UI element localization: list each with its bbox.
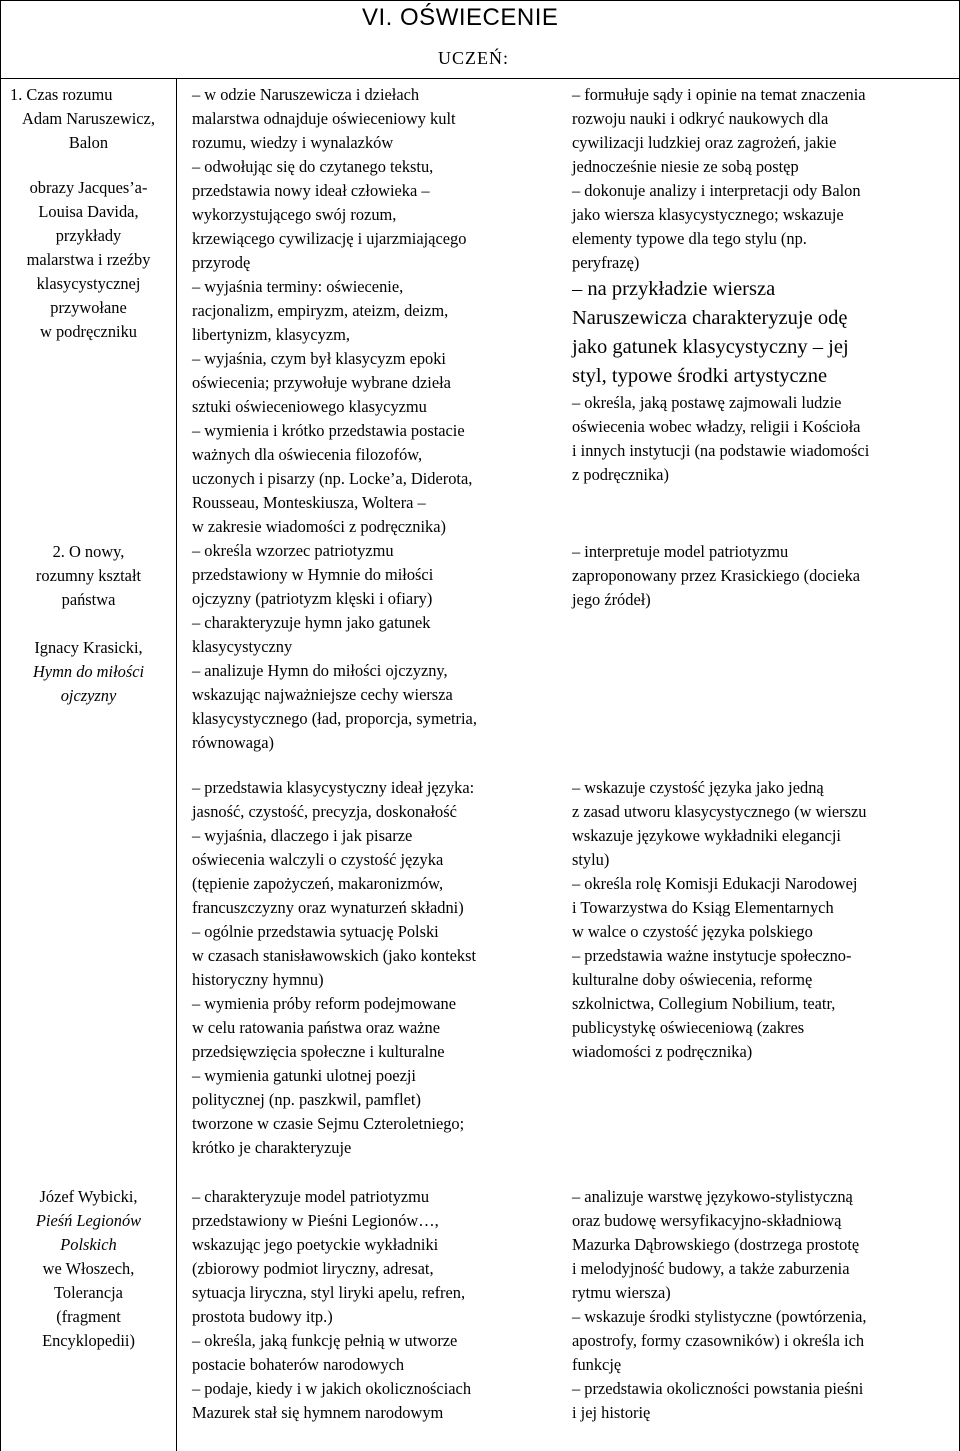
topic-line: Adam Naruszewicz, [22, 109, 155, 128]
topic-line: państwa [61, 590, 116, 609]
topic-line: 2. O nowy, [52, 542, 125, 561]
topic-line: Encyklopedii) [42, 1331, 135, 1350]
extended-line: Mazurka Dąbrowskiego (dostrzega prostotę [572, 1235, 860, 1254]
requirement-line: sytuacja liryczna, styl liryki apelu, refren, [192, 1283, 466, 1302]
header-bottom-border [0, 78, 960, 79]
requirement-line: przedstawiony w Hymnie do miłości [192, 565, 434, 584]
requirement-line: wskazując jego poetyckie wykładniki [192, 1235, 439, 1254]
requirement-line: klasycystyczny [192, 637, 293, 656]
requirement-line: uczonych i pisarzy (np. Locke’a, Diderota, [192, 469, 473, 488]
requirement-line: jasność, czystość, precyzja, doskonałość [192, 802, 457, 821]
column-divider-1 [176, 78, 177, 1451]
topic-line: we Włoszech, [42, 1259, 135, 1278]
extended-line-large: styl, typowe środki artystyczne [572, 365, 828, 387]
topic-line: ojczyzny [60, 686, 117, 705]
requirement-line: (tępienie zapożyczeń, makaronizmów, [192, 874, 444, 893]
extended-line: – wskazuje czystość języka jako jedną [572, 778, 824, 797]
extended-line: funkcję [572, 1355, 622, 1374]
extended-line: kulturalne doby oświecenia, reformę [572, 970, 813, 989]
topic-block-1 [6, 83, 171, 344]
extended-line: oraz budowę wersyfikacyjno-składniową [572, 1211, 842, 1230]
table-left-border [0, 0, 1, 1451]
requirement-line: przedstawiony w Pieśni Legionów…, [192, 1211, 439, 1230]
requirement-line: – przedstawia klasycystyczny ideał języka: [192, 778, 475, 797]
extended-line: peryfrazę) [572, 253, 640, 272]
requirements-block-3 [192, 1185, 554, 1425]
topic-line: Hymn do miłości [32, 662, 145, 681]
requirement-line: – wyjaśnia, dlaczego i jak pisarze [192, 826, 413, 845]
topic-line: klasycystycznej [36, 274, 141, 293]
topic-line: Polskich [60, 1235, 117, 1254]
requirement-line: przyrodę [192, 253, 251, 272]
requirement-line: ojczyzny (patriotyzm klęski i ofiary) [192, 589, 433, 608]
extended-line: – przedstawia ważne instytucje społeczno- [572, 946, 852, 965]
extended-line: i melodyjność budowy, a także zaburzenia [572, 1259, 850, 1278]
requirement-line: postacie bohaterów narodowych [192, 1355, 405, 1374]
requirement-line: francuszczyzny oraz wynaturzeń składni) [192, 898, 464, 917]
requirements-block-1 [192, 83, 554, 755]
extended-block-2 [572, 776, 954, 1064]
extended-line: wskazuje językowe wykładniki elegancji [572, 826, 841, 845]
extended-line-large: jako gatunek klasycystyczny – jej [572, 336, 849, 358]
extended-block-1 [572, 83, 954, 487]
extended-line: i innych instytucji (na podstawie wiadomości [572, 441, 870, 460]
requirement-line: w celu ratowania państwa oraz ważne [192, 1018, 441, 1037]
extended-line-large: Naruszewicza charakteryzuje odę [572, 307, 848, 329]
requirement-line: historyczny hymnu) [192, 970, 324, 989]
extended-line: – analizuje warstwę językowo-stylistyczną [572, 1187, 853, 1206]
extended-line: jako wiersza klasycystycznego; wskazuje [572, 205, 844, 224]
extended-line: publicystykę oświeceniową (zakres [572, 1018, 805, 1037]
extended-line: stylu) [572, 850, 610, 869]
extended-line: jego źródeł) [572, 590, 651, 609]
extended-line: – przedstawia okoliczności powstania pieśni [572, 1379, 864, 1398]
extended-line: i Towarzystwa do Ksiąg Elementarnych [572, 898, 834, 917]
extended-line: – interpretuje model patriotyzmu [572, 542, 789, 561]
extended-line: z zasad utworu klasycystycznego (w wierszu [572, 802, 867, 821]
extended-line: rytmu wiersza) [572, 1283, 671, 1302]
requirement-line: malarstwa odnajduje oświeceniowy kult [192, 109, 456, 128]
extended-line: oświecenia wobec władzy, religii i Kościoła [572, 417, 861, 436]
requirement-line: przedsięwzięcia społeczne i kulturalne [192, 1042, 445, 1061]
topic-line: obrazy Jacques’a- [29, 178, 148, 197]
topic-line: przykłady [55, 226, 122, 245]
extended-line: – wskazuje środki stylistyczne (powtórzenia, [572, 1307, 867, 1326]
extended-line: jednocześnie niesie ze sobą postęp [572, 157, 799, 176]
topic-line: Tolerancja [54, 1283, 123, 1302]
extended-line: apostrofy, formy czasowników) i określa ich [572, 1331, 865, 1350]
requirement-line: – wyjaśnia terminy: oświecenie, [192, 277, 404, 296]
topic-line: 1. Czas rozumu [10, 85, 113, 104]
requirement-line: – analizuje Hymn do miłości ojczyzny, [192, 661, 448, 680]
requirement-line: rozumu, wiedzy i wynalazków [192, 133, 394, 152]
topic-line: Balon [68, 133, 109, 152]
page-title: VI. OŚWIECENIE [362, 4, 559, 31]
extended-block-1b [572, 540, 954, 612]
extended-line: cywilizacji ludzkiej oraz zagrożeń, jakie [572, 133, 837, 152]
extended-line: rozwoju nauki i odkryć naukowych dla [572, 109, 829, 128]
topic-line: rozumny kształt [35, 566, 142, 585]
requirement-line: Mazurek stał się hymnem narodowym [192, 1403, 444, 1422]
requirement-line: – wyjaśnia, czym był klasycyzm epoki [192, 349, 446, 368]
requirement-line: ważnych dla oświecenia filozofów, [192, 445, 423, 464]
requirement-line: klasycystycznego (ład, proporcja, symetria, [192, 709, 477, 728]
requirement-line: krótko je charakteryzuje [192, 1138, 352, 1157]
requirement-line: sztuki oświeceniowego klasycyzmu [192, 397, 427, 416]
topic-line: Ignacy Krasicki, [34, 638, 143, 657]
column-header: UCZEŃ: [438, 48, 509, 68]
extended-line: zaproponowany przez Krasickiego (docieka [572, 566, 861, 585]
requirement-line: prostota budowy itp.) [192, 1307, 333, 1326]
requirements-block-2 [192, 776, 554, 1160]
requirement-line: – wymienia gatunki ulotnej poezji [192, 1066, 416, 1085]
requirement-line: libertynizm, klasycyzm, [192, 325, 350, 344]
topic-line: Pieśń Legionów [35, 1211, 142, 1230]
extended-line: – dokonuje analizy i interpretacji ody Balon [572, 181, 861, 200]
topic-line: w podręczniku [40, 322, 137, 341]
extended-line-large: – na przykładzie wiersza [572, 278, 776, 300]
requirement-line: (zbiorowy podmiot liryczny, adresat, [192, 1259, 434, 1278]
requirement-line: – charakteryzuje model patriotyzmu [192, 1187, 430, 1206]
requirement-line: – wymienia próby reform podejmowane [192, 994, 456, 1013]
extended-block-3 [572, 1185, 954, 1425]
requirement-line: – określa wzorzec patriotyzmu [192, 541, 394, 560]
table-top-border [0, 0, 960, 1]
topic-block-3 [6, 1185, 171, 1353]
requirement-line: – ogólnie przedstawia sytuację Polski [192, 922, 439, 941]
topic-line: (fragment [56, 1307, 121, 1326]
extended-line: – określa rolę Komisji Edukacji Narodowej [572, 874, 858, 893]
requirement-line: w czasach stanisławowskich (jako kontekst [192, 946, 477, 965]
extended-line: – określa, jaką postawę zajmowali ludzie [572, 393, 842, 412]
requirement-line: Rousseau, Monteskiusza, Woltera – [192, 493, 426, 512]
requirement-line: przedstawia nowy ideał człowieka – [192, 181, 430, 200]
requirement-line: oświecenia walczyli o czystość języka [192, 850, 444, 869]
requirement-line: – w odzie Naruszewicza i dziełach [192, 85, 420, 104]
requirement-line: racjonalizm, empiryzm, ateizm, deizm, [192, 301, 449, 320]
topic-line: przywołane [50, 298, 127, 317]
requirement-line: – określa, jaką funkcję pełnią w utworze [192, 1331, 458, 1350]
topic-line: malarstwa i rzeźby [26, 250, 151, 269]
extended-line: i jej historię [572, 1403, 651, 1422]
requirement-line: wykorzystującego swój rozum, [192, 205, 397, 224]
topic-line: Józef Wybicki, [39, 1187, 138, 1206]
extended-line: elementy typowe dla tego stylu (np. [572, 229, 807, 248]
extended-line: z podręcznika) [572, 465, 669, 484]
extended-line: – formułuje sądy i opinie na temat znaczenia [572, 85, 866, 104]
topic-line: Louisa Davida, [38, 202, 139, 221]
requirement-line: politycznej (np. paszkwil, pamflet) [192, 1090, 421, 1109]
requirement-line: oświecenia; przywołuje wybrane dzieła [192, 373, 451, 392]
topic-block-2 [6, 540, 171, 708]
requirement-line: równowaga) [192, 733, 274, 752]
requirement-line: – charakteryzuje hymn jako gatunek [192, 613, 431, 632]
requirement-line: krzewiącego cywilizację i ujarzmiającego [192, 229, 467, 248]
requirement-line: w zakresie wiadomości z podręcznika) [192, 517, 446, 536]
requirement-line: – podaje, kiedy i w jakich okolicznościach [192, 1379, 472, 1398]
extended-line: wiadomości z podręcznika) [572, 1042, 753, 1061]
requirement-line: wskazując najważniejsze cechy wiersza [192, 685, 453, 704]
requirement-line: – wymienia i krótko przedstawia postacie [192, 421, 465, 440]
extended-line: w walce o czystość języka polskiego [572, 922, 813, 941]
requirement-line: tworzone w czasie Sejmu Czteroletniego; [192, 1114, 465, 1133]
extended-line: szkolnictwa, Collegium Nobilium, teatr, [572, 994, 836, 1013]
requirement-line: – odwołując się do czytanego tekstu, [192, 157, 434, 176]
